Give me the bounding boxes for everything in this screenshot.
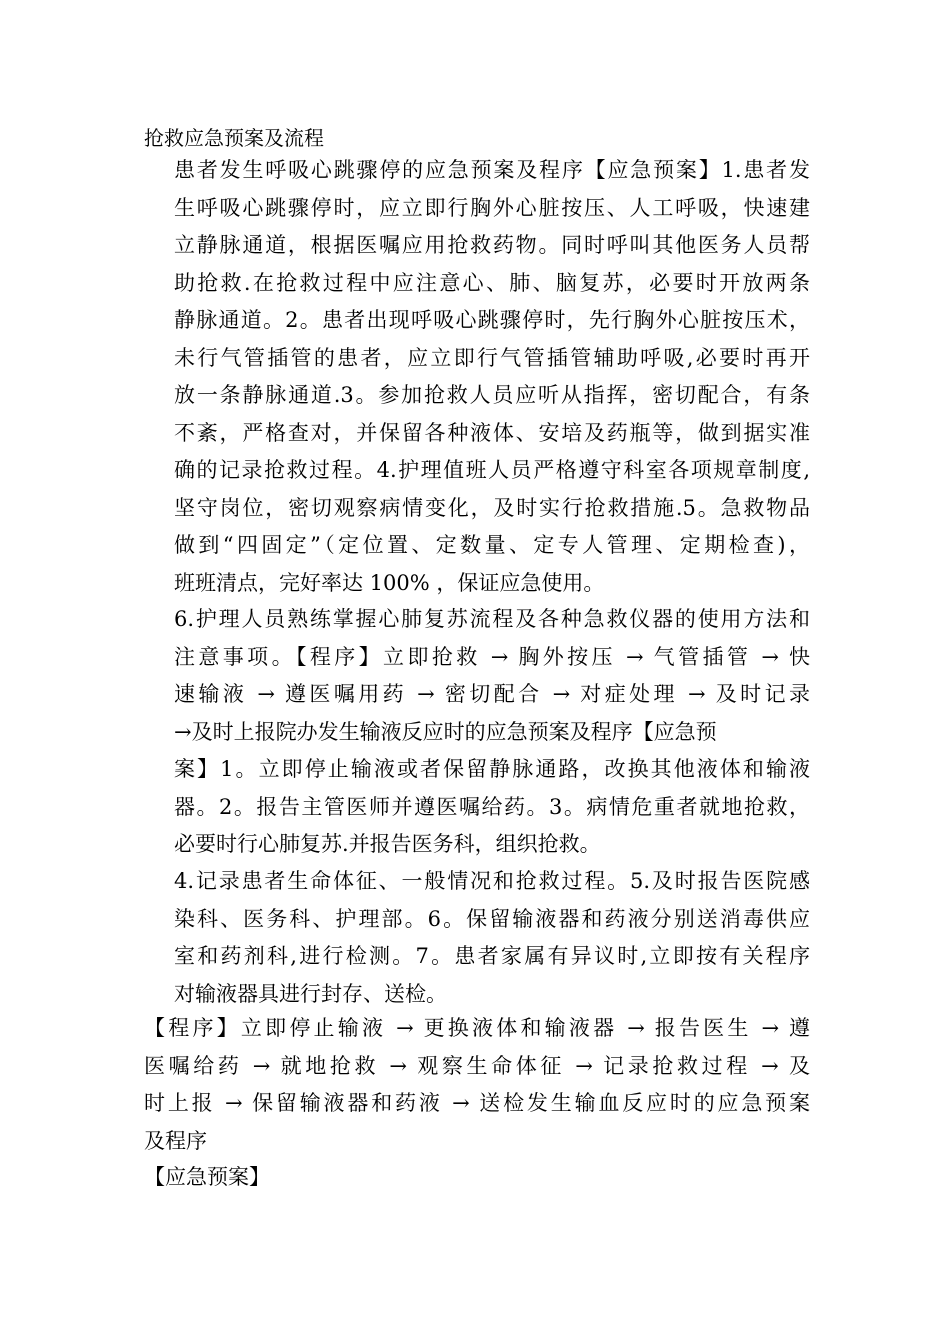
- text-line: 器。2。报告主管医师并遵医嘱给药。3。病情危重者就地抢救，: [174, 794, 810, 819]
- text-line: 患者发生呼吸心跳骤停的应急预案及程序【应急预案】1.患者发: [174, 158, 810, 182]
- text-line: →及时上报院办发生输液反应时的应急预案及程序【应急预: [174, 719, 717, 744]
- text-line: 放一条静脉通道.3。参加抢救人员应听从指挥，密切配合，有条: [174, 383, 810, 407]
- text-line: 6.护理人员熟练掌握心肺复苏流程及各种急救仪器的使用方法和: [174, 607, 810, 631]
- paragraph-cpr-procedure: [174, 601, 810, 864]
- text-line: 室和药剂科,进行检测。7。患者家属有异议时,立即按有关程序: [174, 944, 810, 968]
- text-line: 立静脉通道，根据医嘱应用抢救药物。同时呼叫其他医务人员帮: [174, 233, 810, 257]
- text-line: 坚守岗位，密切观察病情变化，及时实行抢救措施.5。急救物品: [174, 495, 810, 520]
- section-heading-emergency-plan: [144, 1159, 810, 1197]
- text-line: 【应急预案】: [144, 1165, 270, 1189]
- text-line: 及程序: [144, 1128, 207, 1153]
- text-line: 做到“四固定”（定位置、定数量、定专人管理、定期检查)，: [174, 533, 810, 557]
- text-line: 【程序】立即停止输液 → 更换液体和输液器 → 报告医生 → 遵: [144, 1016, 810, 1040]
- text-line: 染科、医务科、护理部。6。保留输液器和药液分别送消毒供应: [174, 906, 810, 931]
- paragraph-infusion-reaction-steps: [174, 863, 810, 1013]
- text-line: 对输液器具进行封存、送检。: [174, 981, 447, 1006]
- text-line: 注意事项。【程序】立即抢救 → 胸外按压 → 气管插管 → 快: [174, 644, 810, 669]
- paragraph-infusion-procedure: [144, 1010, 810, 1160]
- text-line: 不紊，严格查对，并保留各种液体、安培及药瓶等，做到据实准: [174, 420, 810, 445]
- text-line: 案】1。立即停止输液或者保留静脉通路，改换其他液体和输液: [174, 757, 810, 781]
- text-line: 生呼吸心跳骤停时，应立即行胸外心脏按压、人工呼吸，快速建: [174, 195, 810, 220]
- text-line: 确的记录抢救过程。4.护理值班人员严格遵守科室各项规章制度,: [174, 458, 810, 482]
- document-title: 抢救应急预案及流程: [144, 126, 324, 150]
- text-line: 4.记录患者生命体征、一般情况和抢救过程。5.及时报告医院感: [174, 869, 810, 893]
- text-line: 时上报 → 保留输液器和药液 → 送检发生输血反应时的应急预案: [144, 1091, 810, 1115]
- text-line: 必要时行心肺复苏.并报告医务科，组织抢救。: [174, 832, 601, 856]
- text-line: 医嘱给药 → 就地抢救 → 观察生命体征 → 记录抢救过程 → 及: [144, 1053, 810, 1078]
- text-line: 速输液 → 遵医嘱用药 → 密切配合 → 对症处理 → 及时记录: [174, 682, 810, 706]
- paragraph-cardiac-arrest-plan: [174, 152, 810, 602]
- text-line: 静脉通道。2。患者出现呼吸心跳骤停时，先行胸外心脏按压术，: [174, 308, 810, 332]
- text-line: 班班清点，完好率达 100% ，保证应急使用。: [174, 570, 605, 595]
- text-line: 助抢救.在抢救过程中应注意心、肺、脑复苏，必要时开放两条: [174, 270, 810, 295]
- text-line: 未行气管插管的患者，应立即行气管插管辅助呼吸,必要时再开: [174, 345, 810, 370]
